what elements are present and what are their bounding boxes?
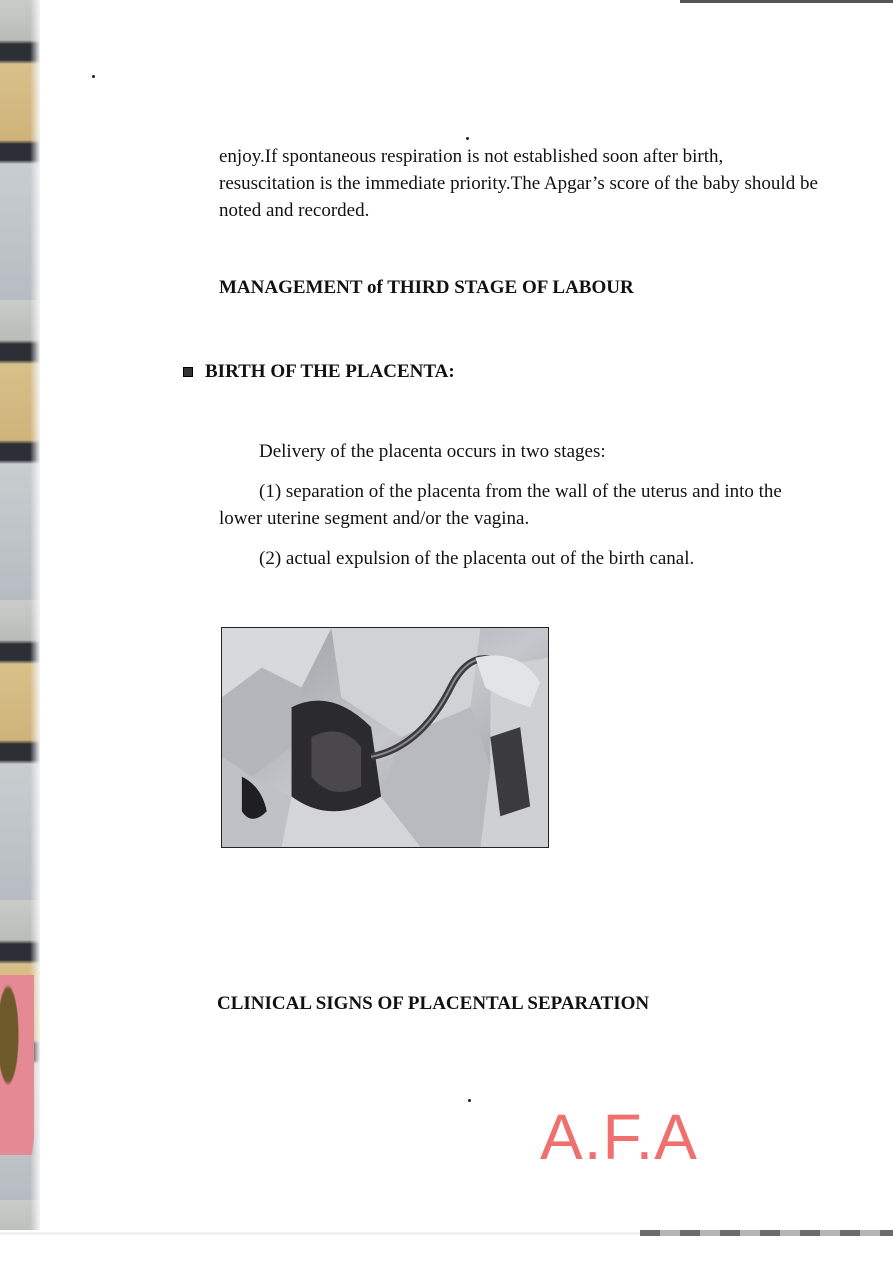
- scan-top-edge: [680, 0, 893, 3]
- intro-paragraph: enjoy.If spontaneous respiration is not established soon after birth, resuscitation is the immediate priority.The Apgar’s score of the baby should be noted and recorded.: [219, 146, 818, 221]
- placenta-step-1: (1) separation of the placenta from the wall of the uterus and into the lower uterine segment and/or the vagina.: [219, 481, 782, 529]
- placenta-step-2: (2) actual expulsion of the placenta out of the birth canal.: [259, 548, 695, 569]
- placenta-delivery-photo: [221, 627, 549, 848]
- management-heading: MANAGEMENT of THIRD STAGE OF LABOUR: [219, 277, 634, 298]
- scan-speck: [468, 1099, 471, 1102]
- scan-speck: [466, 137, 469, 140]
- placenta-intro: Delivery of the placenta occurs in two stages:: [259, 441, 606, 462]
- placenta-heading-text: BIRTH OF THE PLACENTA:: [205, 361, 455, 382]
- scan-bottom-edge: [0, 1230, 893, 1263]
- watermark-stamp: A.F.A: [540, 1101, 698, 1173]
- placenta-bullet-heading: [183, 361, 455, 383]
- scan-speck: [92, 75, 95, 78]
- scan-flower-edge: [0, 975, 34, 1155]
- square-bullet-icon: [183, 367, 193, 377]
- clinical-signs-heading: CLINICAL SIGNS OF PLACENTAL SEPARATION: [217, 993, 650, 1014]
